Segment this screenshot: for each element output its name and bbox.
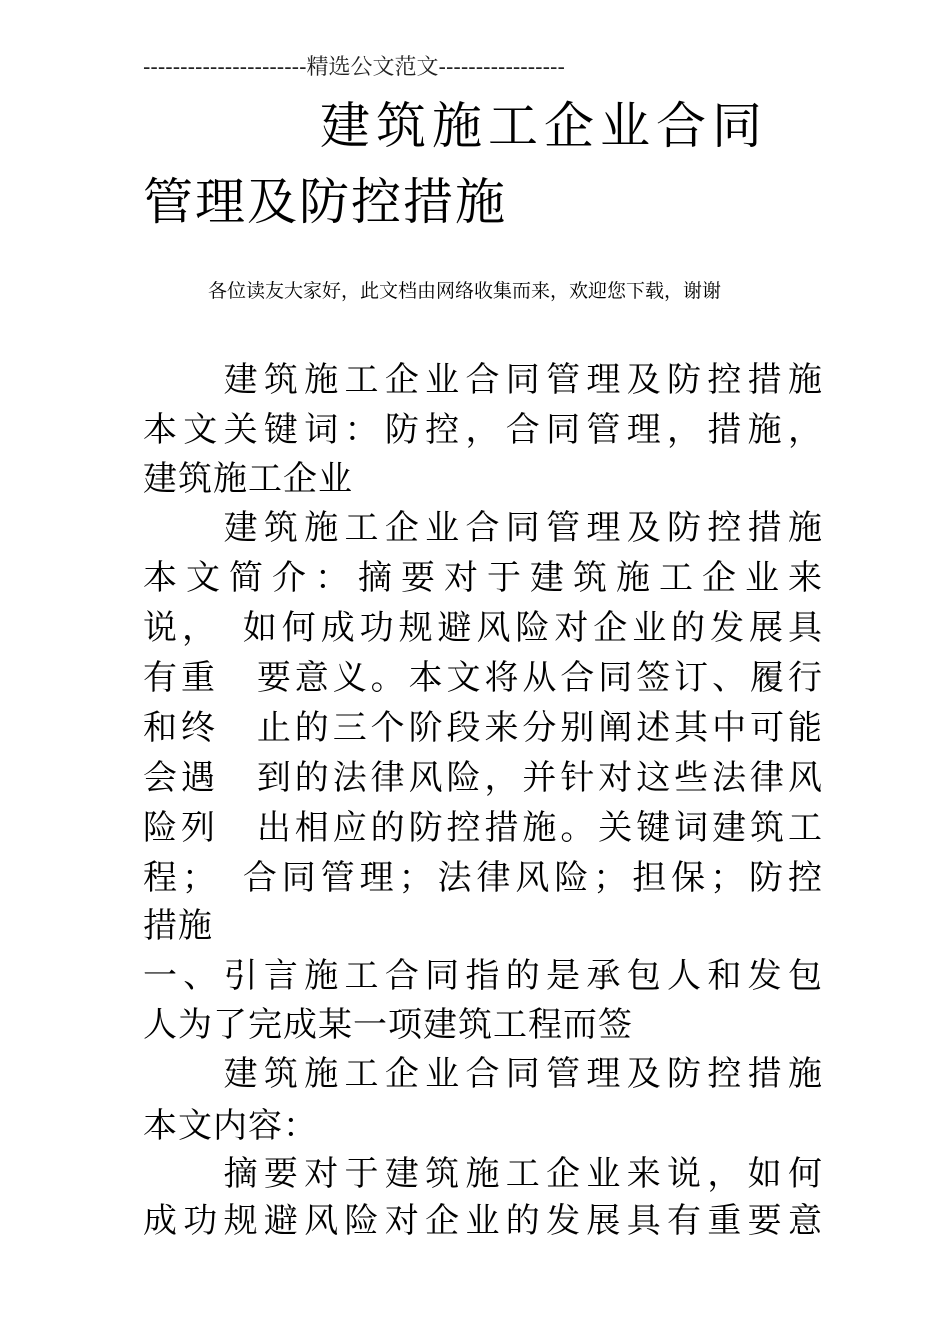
body-line: 建筑施工企业 [143, 459, 353, 499]
body-line: 建筑施工企业合同管理及防控措施 [143, 360, 823, 400]
document-title-line-1: 建筑施工企业合同 [320, 97, 768, 155]
body-line: 摘要对于建筑施工企业来说，如何 [143, 1154, 823, 1194]
body-line: 建筑施工企业合同管理及防控措施 [143, 1054, 823, 1094]
body-line: 本文内容： [143, 1106, 318, 1146]
body-line: 和终 止的三个阶段来分别阐述其中可能 [143, 708, 823, 748]
body-line: 本文简介：摘要对于建筑施工企业来 [143, 558, 823, 598]
body-line: 程； 合同管理；法律风险；担保；防控 [143, 858, 823, 898]
body-line: 有重 要意义。本文将从合同签订、履行 [143, 658, 823, 698]
document-title-line-2: 管理及防控措施 [143, 173, 507, 231]
body-line: 措施 [143, 906, 213, 946]
body-line: 会遇 到的法律风险，并针对这些法律风 [143, 758, 823, 798]
body-line: 险列 出相应的防控措施。关键词建筑工 [143, 808, 823, 848]
body-line: 人为了完成某一项建筑工程而签 [143, 1005, 633, 1045]
body-line: 建筑施工企业合同管理及防控措施 [143, 508, 823, 548]
body-line: 一、引言施工合同指的是承包人和发包 [143, 956, 823, 996]
greeting-text: 各位读友大家好，此文档由网络收集而来，欢迎您下载，谢谢 [208, 280, 722, 302]
body-line: 本文关键词：防控，合同管理，措施， [143, 410, 823, 450]
page-header: ----------------------精选公文范文----------------- [143, 55, 565, 80]
body-line: 说， 如何成功规避风险对企业的发展具 [143, 608, 823, 648]
body-line: 成功规避风险对企业的发展具有重要意 [143, 1201, 823, 1241]
